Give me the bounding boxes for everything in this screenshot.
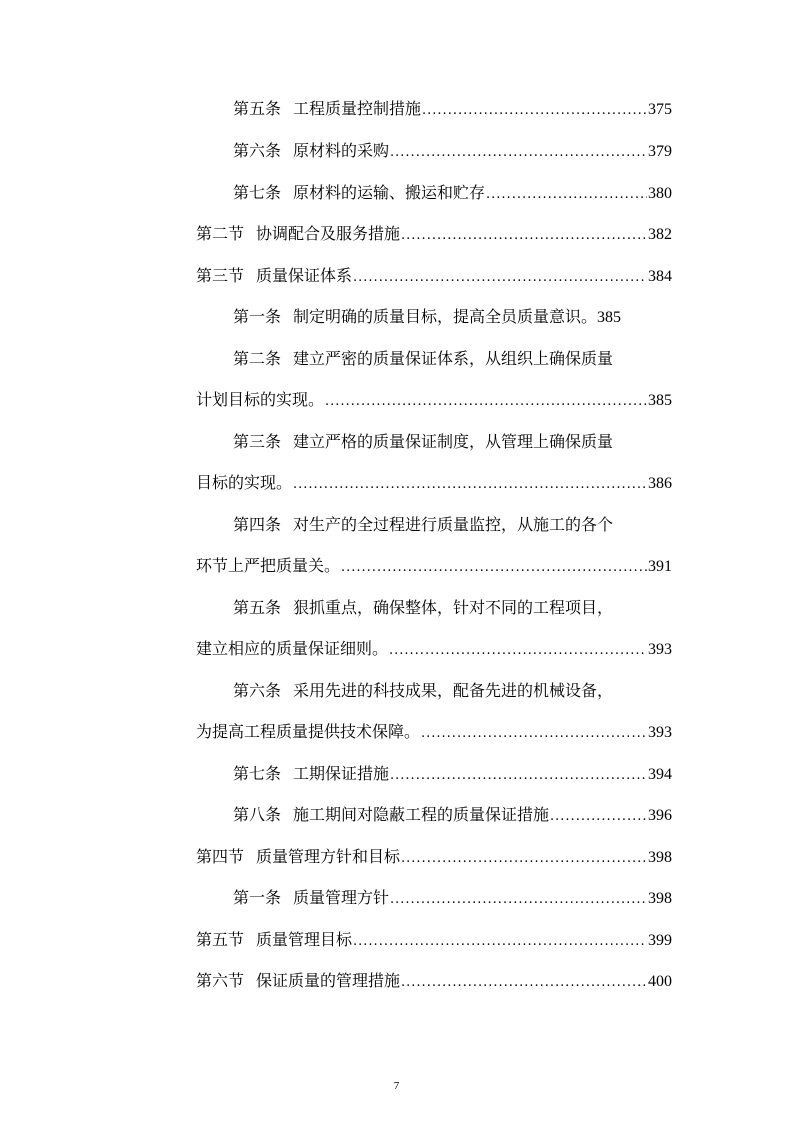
toc-title: 原材料的采购 — [293, 141, 390, 160]
toc-title: 建立严格的质量保证制度，从管理上确保质量 — [293, 432, 614, 451]
toc-title: 质量管理方针和目标 — [256, 847, 401, 866]
toc-label: 第五节 — [196, 930, 245, 949]
toc-title: 工期保证措施 — [293, 764, 390, 783]
toc-title: 对生产的全过程进行质量监控，从施工的各个 — [293, 515, 614, 534]
toc-title: 质量管理目标 — [256, 930, 353, 949]
toc-title: 协调配合及服务措施 — [256, 224, 401, 243]
toc-entry[interactable] — [0, 430, 793, 454]
toc-label: 第七条 — [233, 183, 282, 202]
toc-label: 第七条 — [233, 764, 282, 783]
toc-title: 建立严密的质量保证体系，从组织上确保质量 — [293, 349, 614, 368]
toc-label: 第一条 — [233, 888, 282, 907]
toc-entry-continuation[interactable] — [0, 554, 793, 578]
toc-label: 第六条 — [233, 681, 282, 700]
toc-entry-continuation[interactable] — [0, 471, 793, 495]
dot-leader — [390, 141, 647, 165]
page-number-footer: 7 — [393, 1080, 400, 1092]
toc-label: 第五条 — [233, 99, 282, 118]
toc-entry[interactable] — [0, 679, 793, 703]
toc-label: 第四节 — [196, 847, 245, 866]
dot-leader — [401, 971, 647, 995]
toc-label: 第一条 — [233, 307, 282, 326]
toc-entry[interactable] — [0, 969, 793, 993]
toc-title: 原材料的运输、搬运和贮存 — [293, 183, 486, 202]
toc-label: 第五条 — [233, 598, 282, 617]
toc-page-number: 384 — [648, 268, 672, 285]
toc-title-continuation: 建立相应的质量保证细则。 — [196, 639, 389, 658]
toc-page-number: 393 — [648, 641, 672, 658]
toc-page-number: 396 — [648, 807, 672, 824]
toc-label: 第二节 — [196, 224, 245, 243]
toc-label: 第三节 — [196, 266, 245, 285]
toc-entry[interactable] — [0, 305, 793, 329]
toc-entry[interactable] — [0, 845, 793, 869]
toc-entry-continuation[interactable] — [0, 720, 793, 744]
dot-leader — [293, 473, 647, 497]
toc-page-number: 391 — [648, 558, 672, 575]
toc-entry[interactable] — [0, 264, 793, 288]
dot-leader — [401, 847, 647, 871]
toc-title: 制定明确的质量目标，提高全员质量意识。 — [293, 307, 598, 326]
toc-label: 第八条 — [233, 805, 282, 824]
dot-leader — [353, 266, 647, 290]
toc-label: 第六条 — [233, 141, 282, 160]
toc-page-number: 386 — [648, 475, 672, 492]
toc-page-number: 385 — [648, 392, 672, 409]
toc-page-number: 382 — [648, 226, 672, 243]
dot-leader — [550, 805, 647, 829]
toc-entry[interactable] — [0, 513, 793, 537]
toc-entry-continuation[interactable] — [0, 388, 793, 412]
toc-title-continuation: 计划目标的实现。 — [196, 390, 325, 409]
toc-entry[interactable] — [0, 222, 793, 246]
toc-page-number: 398 — [648, 849, 672, 866]
toc-title-continuation: 环节上严把质量关。 — [196, 556, 341, 575]
dot-leader — [341, 556, 647, 580]
toc-entry[interactable] — [0, 347, 793, 371]
dot-leader — [325, 390, 647, 414]
toc-title: 狠抓重点，确保整体，针对不同的工程项目， — [293, 598, 614, 617]
toc-title: 保证质量的管理措施 — [256, 971, 401, 990]
toc-entry[interactable] — [0, 928, 793, 952]
toc-page-number: 393 — [648, 724, 672, 741]
dot-leader — [401, 224, 647, 248]
toc-label: 第二条 — [233, 349, 282, 368]
toc-title: 质量管理方针 — [293, 888, 390, 907]
toc-title-continuation: 为提高工程质量提供技术保障。 — [196, 722, 421, 741]
toc-page-number: 379 — [648, 143, 672, 160]
dot-leader — [390, 764, 647, 788]
toc-page-number: 399 — [648, 932, 672, 949]
toc-entry-continuation[interactable] — [0, 637, 793, 661]
toc-title: 采用先进的科技成果，配备先进的机械设备， — [293, 681, 614, 700]
toc-entry[interactable] — [0, 886, 793, 910]
toc-entry[interactable] — [0, 762, 793, 786]
dot-leader — [353, 930, 647, 954]
toc-label: 第四条 — [233, 515, 282, 534]
toc-title: 工程质量控制措施 — [293, 99, 422, 118]
dot-leader — [421, 722, 647, 746]
toc-title-continuation: 目标的实现。 — [196, 473, 293, 492]
toc-page-number: 385 — [597, 309, 622, 326]
toc-title: 质量保证体系 — [256, 266, 353, 285]
toc-title: 施工期间对隐蔽工程的质量保证措施 — [293, 805, 550, 824]
dot-leader — [422, 99, 647, 123]
dot-leader — [389, 639, 647, 663]
toc-page-number: 375 — [648, 101, 672, 118]
dot-leader — [486, 183, 647, 207]
toc-page-number: 400 — [648, 973, 672, 990]
toc-label: 第六节 — [196, 971, 245, 990]
toc-page-number: 394 — [648, 766, 672, 783]
toc-entry[interactable] — [0, 97, 793, 121]
toc-page-number: 380 — [648, 185, 672, 202]
toc-page-number: 398 — [648, 890, 672, 907]
toc-entry[interactable] — [0, 803, 793, 827]
toc-entry[interactable] — [0, 596, 793, 620]
toc-label: 第三条 — [233, 432, 282, 451]
toc-entry[interactable] — [0, 181, 793, 205]
toc-entry[interactable] — [0, 139, 793, 163]
dot-leader — [390, 888, 647, 912]
